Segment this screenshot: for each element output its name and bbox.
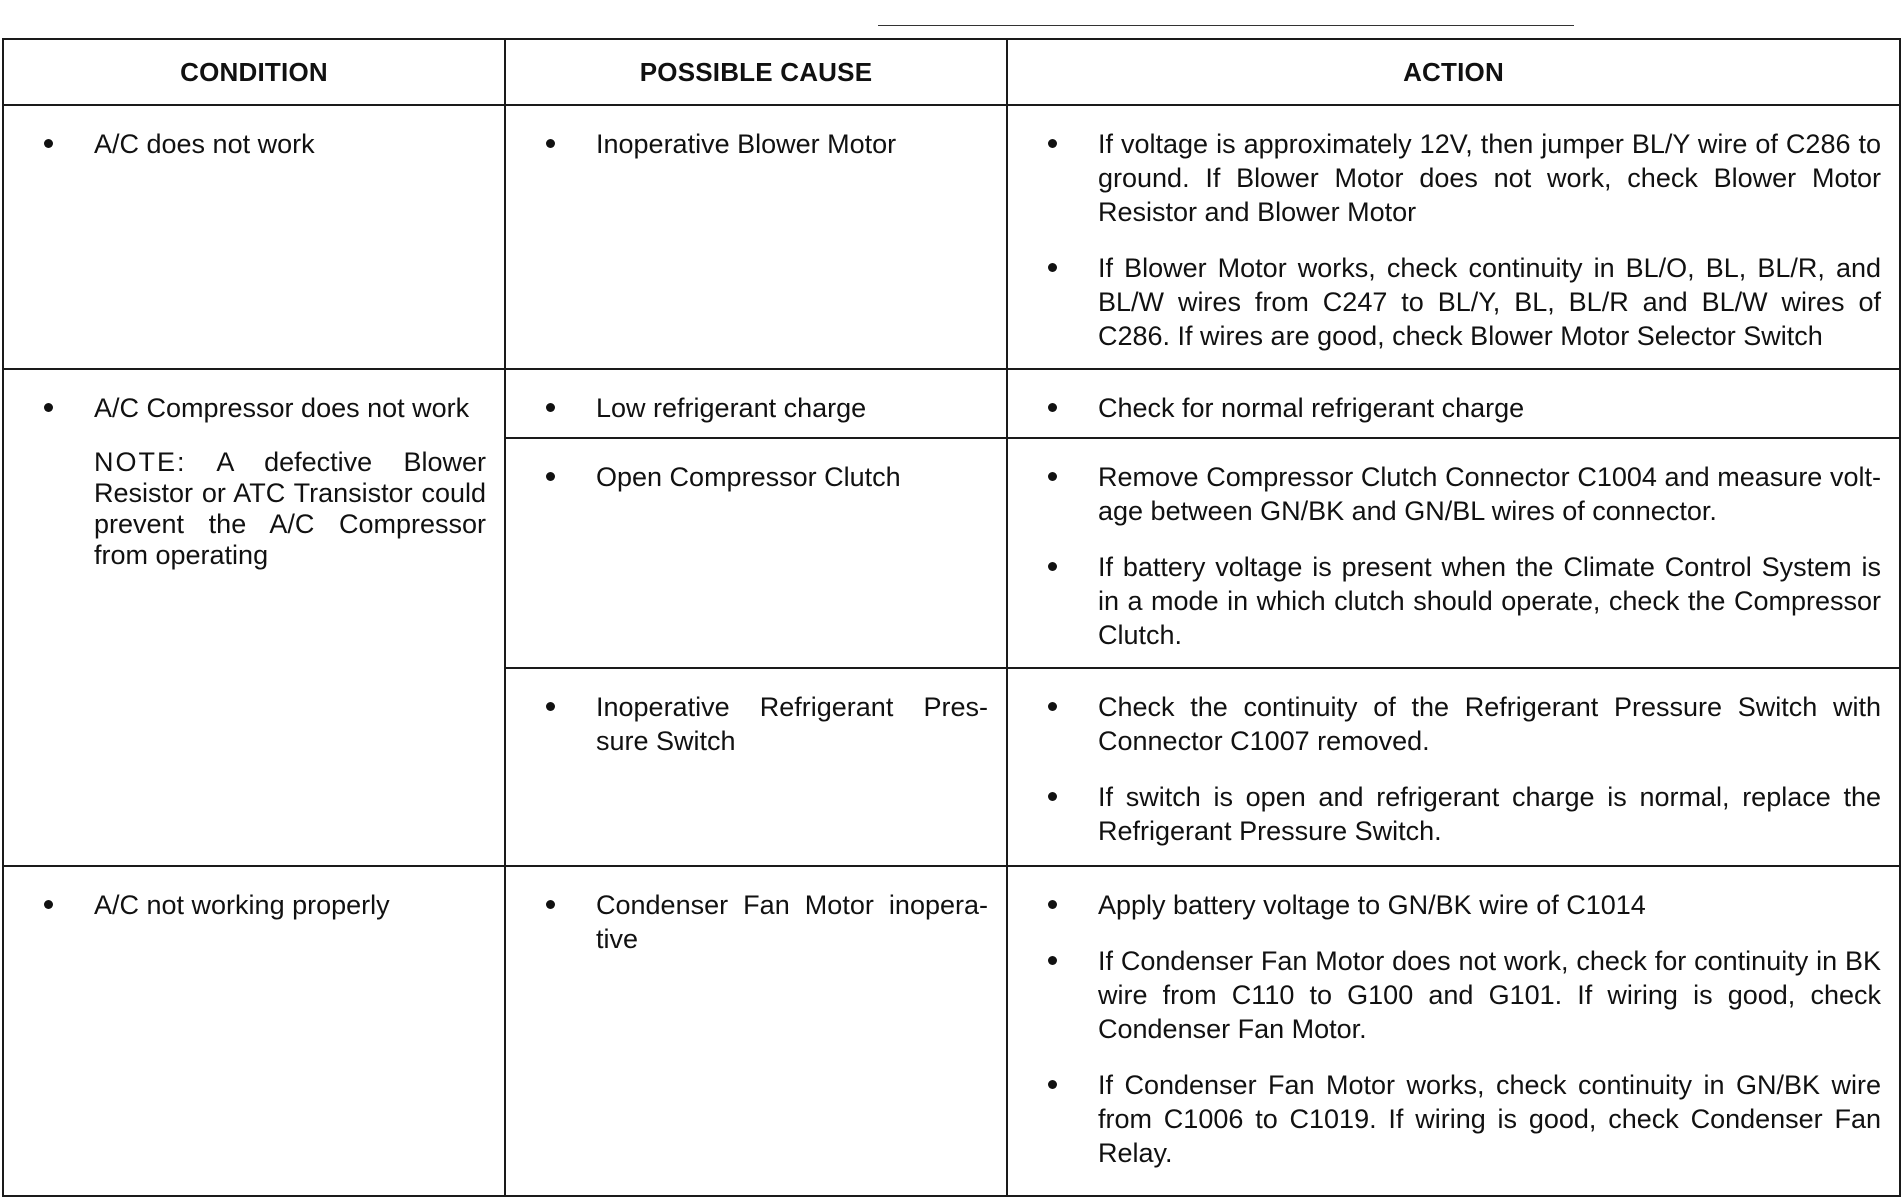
action-text: If Blower Motor works, check continuity in BL/O, BL, BL/R, and BL/W wires from C247 to BL/Y, BL, BL/R and BL/W wires of C286. If wires are good, check Blower Motor Selector Switch (1098, 253, 1881, 351)
condition-item (44, 127, 486, 161)
action-cell (1007, 438, 1900, 668)
action-text: Remove Compressor Clutch Connector C1004 and measure volt-age between GN/BK and GN/BL wires of connector. (1098, 462, 1881, 526)
header-row (3, 39, 1900, 105)
condition-item (44, 391, 486, 425)
action-cell (1007, 668, 1900, 866)
action-item (1048, 251, 1881, 353)
condition-item (44, 888, 486, 922)
bullet-icon (1048, 562, 1057, 571)
bullet-icon (546, 403, 555, 412)
action-item (1048, 550, 1881, 652)
bullet-icon (1048, 1080, 1057, 1089)
action-text: Check the continuity of the Refrigerant Pressure Switch with Connector C1007 removed. (1098, 692, 1881, 756)
action-text: Check for normal refrigerant charge (1098, 393, 1525, 423)
cause-text: Inoperative Refrigerant Pres-sure Switch (596, 692, 988, 756)
cause-item (546, 460, 988, 494)
table-row (3, 105, 1900, 369)
action-cell (1007, 866, 1900, 1196)
bullet-icon (1048, 792, 1057, 801)
bullet-icon (1048, 956, 1057, 965)
bullet-icon (546, 900, 555, 909)
action-item (1048, 888, 1881, 922)
cause-item (546, 391, 988, 425)
bullet-icon (44, 403, 53, 412)
cause-cell (505, 438, 1007, 668)
cause-text: Open Compressor Clutch (596, 462, 901, 492)
action-text: Apply battery voltage to GN/BK wire of C1014 (1098, 890, 1646, 920)
action-text: If switch is open and refrigerant charge is normal, replace the Refrigerant Pressure Switch. (1098, 782, 1881, 846)
cause-text: Low refrigerant charge (596, 393, 867, 423)
action-item (1048, 690, 1881, 758)
cause-cell (505, 105, 1007, 369)
table-row (3, 369, 1900, 438)
condition-note (44, 447, 486, 571)
top-rule (878, 25, 1574, 26)
bullet-icon (546, 472, 555, 481)
cause-text: Inoperative Blower Motor (596, 129, 897, 159)
table-row (3, 866, 1900, 1196)
condition-text: A/C does not work (94, 129, 315, 159)
action-item (1048, 1068, 1881, 1170)
bullet-icon (1048, 263, 1057, 272)
bullet-icon (1048, 403, 1057, 412)
cause-cell (505, 668, 1007, 866)
cause-item (546, 127, 988, 161)
action-text: If voltage is approximately 12V, then jumper BL/Y wire of C286 to ground. If Blower Motor does not work, check Blower Motor Resistor and Blower Motor (1098, 129, 1881, 227)
condition-cell (3, 105, 505, 369)
bullet-icon (546, 702, 555, 711)
cause-cell (505, 866, 1007, 1196)
note-text: A defective Blower Resistor or ATC Transistor could prevent the A/C Compressor from operating (94, 447, 486, 570)
bullet-icon (44, 139, 53, 148)
action-item (1048, 127, 1881, 229)
condition-text: A/C Compressor does not work (94, 393, 470, 423)
condition-cell (3, 866, 505, 1196)
action-text: If Condenser Fan Motor works, check continuity in GN/BK wire from C1006 to C1019. If wiring is good, check Condenser Fan Relay. (1098, 1070, 1881, 1168)
note-label: NOTE: (94, 447, 187, 477)
action-text: If Condenser Fan Motor does not work, check for continuity in BK wire from C110 to G100 and G101. If wiring is good, check Condenser Fan Motor. (1098, 946, 1881, 1044)
cause-text: Condenser Fan Motor inopera-tive (596, 890, 988, 954)
bullet-icon (1048, 139, 1057, 148)
bullet-icon (1048, 472, 1057, 481)
cause-item (546, 690, 988, 758)
action-item (1048, 780, 1881, 848)
action-cell (1007, 369, 1900, 438)
action-item (1048, 944, 1881, 1046)
action-text: If battery voltage is present when the Climate Control System is in a mode in which clutch should operate, check the Compressor Clutch. (1098, 552, 1881, 650)
action-cell (1007, 105, 1900, 369)
troubleshooting-table (2, 38, 1901, 1197)
condition-header: CONDITION (3, 39, 505, 105)
cause-cell (505, 369, 1007, 438)
possible-cause-header: POSSIBLE CAUSE (505, 39, 1007, 105)
bullet-icon (546, 139, 555, 148)
action-item (1048, 460, 1881, 528)
action-item (1048, 391, 1881, 425)
bullet-icon (1048, 900, 1057, 909)
cause-item (546, 888, 988, 956)
action-header: ACTION (1007, 39, 1900, 105)
bullet-icon (1048, 702, 1057, 711)
bullet-icon (44, 900, 53, 909)
condition-text: A/C not working properly (94, 890, 390, 920)
condition-cell (3, 369, 505, 866)
